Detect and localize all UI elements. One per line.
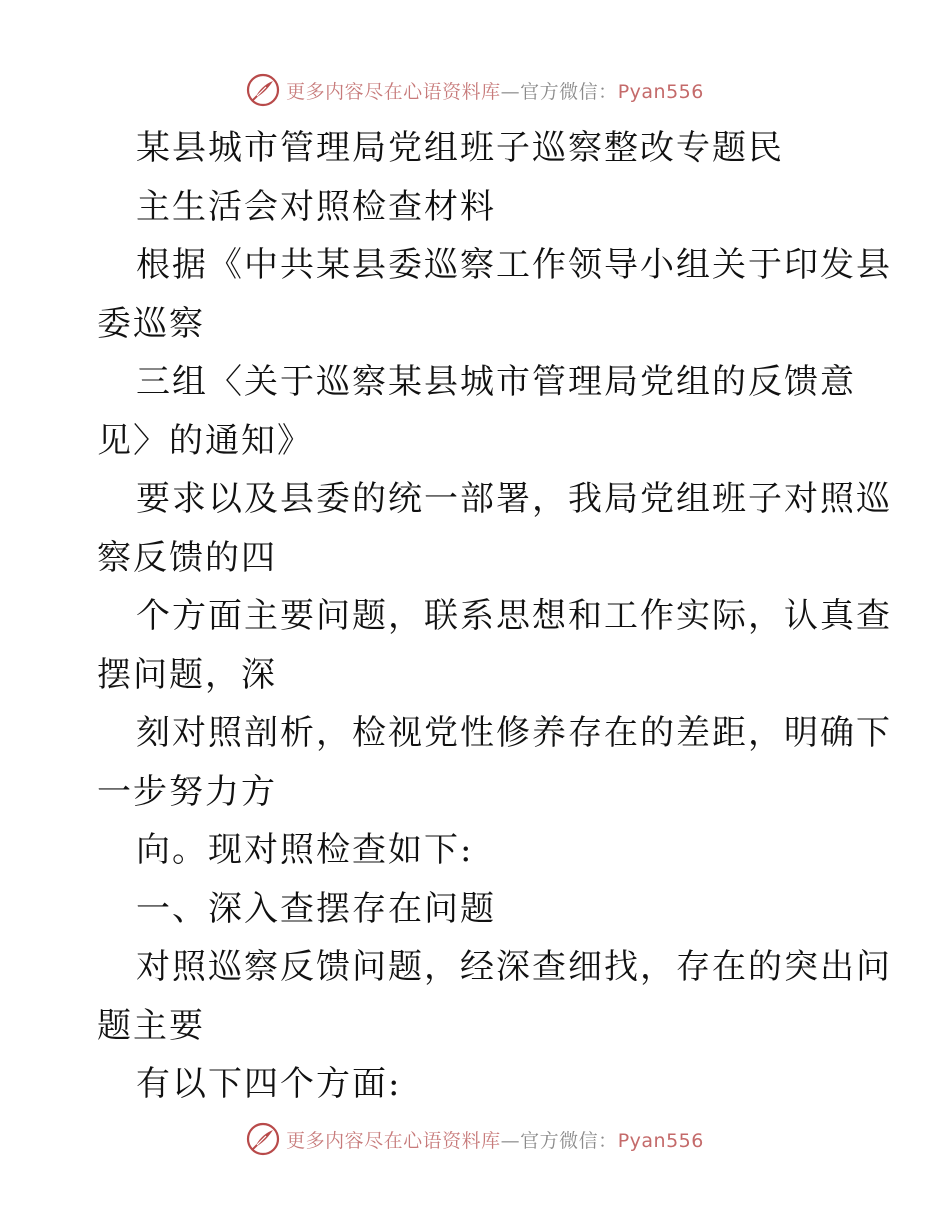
header-watermark <box>0 70 950 110</box>
section-heading: 一、深入查摆存在问题 <box>136 889 496 929</box>
paragraph-line: 一步努力方 <box>97 772 277 812</box>
paragraph-line: 摆问题，深 <box>97 655 277 695</box>
document-title-line-2: 主生活会对照检查材料 <box>136 187 496 227</box>
watermark-site-text: 更多内容尽在心语资料库 <box>286 80 501 103</box>
paragraph-line: 委巡察 <box>97 304 205 344</box>
document-title-line-1: 某县城市管理局党组班子巡察整改专题民 <box>136 128 784 168</box>
feather-pen-logo-icon <box>246 73 280 107</box>
paragraph-line: 根据《中共某县委巡察工作领导小组关于印发县 <box>136 245 892 285</box>
paragraph-line: 有以下四个方面: <box>136 1064 402 1104</box>
paragraph-line: 对照巡察反馈问题，经深查细找，存在的突出问 <box>136 947 892 987</box>
paragraph-line: 向。现对照检查如下: <box>136 830 474 870</box>
paragraph-line: 个方面主要问题，联系思想和工作实际，认真查 <box>136 596 892 636</box>
watermark-text <box>286 77 704 104</box>
paragraph-line: 要求以及县委的统一部署，我局党组班子对照巡 <box>136 479 892 519</box>
footer-watermark <box>0 1119 950 1159</box>
feather-pen-logo-icon <box>246 1122 280 1156</box>
watermark-wechat-id: Pyan556 <box>617 80 704 103</box>
paragraph-line: 刻对照剖析，检视党性修养存在的差距，明确下 <box>136 713 892 753</box>
watermark-dash: — <box>500 1129 521 1152</box>
paragraph-line: 题主要 <box>97 1006 205 1046</box>
paragraph-line: 察反馈的四 <box>97 538 277 578</box>
watermark-wechat-id: Pyan556 <box>617 1129 704 1152</box>
paragraph-line: 三组〈关于巡察某县城市管理局党组的反馈意 <box>136 362 856 402</box>
watermark-dash: — <box>500 80 521 103</box>
watermark-site-text: 更多内容尽在心语资料库 <box>286 1129 501 1152</box>
paragraph-line: 见〉的通知》 <box>97 421 313 461</box>
watermark-official-label: 官方微信： <box>520 80 618 103</box>
watermark-text <box>286 1126 704 1153</box>
watermark-official-label: 官方微信： <box>520 1129 618 1152</box>
